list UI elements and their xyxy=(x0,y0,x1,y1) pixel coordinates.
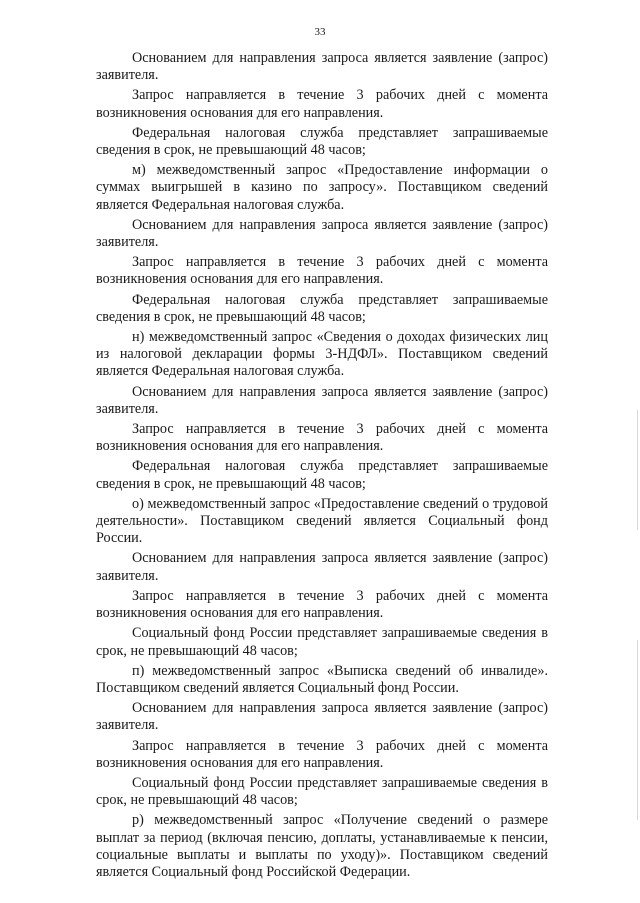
paragraph-basis: Основанием для направления запроса является заявление (запрос) заявителя. xyxy=(96,216,548,251)
paragraph-deadline: Запрос направляется в течение 3 рабочих дней с момента возникновения основания для его направления. xyxy=(96,87,548,121)
paragraph-basis: Основанием для направления запроса является заявление (запрос) заявителя. xyxy=(96,700,548,734)
paragraph-response-term: Федеральная налоговая служба представляет запрашиваемые сведения в срок, не превышающий 48 часов; xyxy=(96,291,548,325)
paragraph-deadline: Запрос направляется в течение 3 рабочих дней с момента возникновения основания для его направления. xyxy=(96,421,548,455)
paragraph-response-term: Федеральная налоговая служба представляет запрашиваемые сведения в срок, не превышающий 48 часов; xyxy=(96,458,548,492)
paragraph-basis: Основанием для направления запроса является заявление (запрос) заявителя. xyxy=(96,383,548,417)
paragraph-deadline: Запрос направляется в течение 3 рабочих дней с момента возникновения основания для его направления. xyxy=(96,737,548,771)
scan-edge-mark xyxy=(637,410,638,530)
paragraph-request-p: п) межведомственный запрос «Выписка сведений об инвалиде». Поставщиком сведений является Социальный фонд России. xyxy=(96,662,548,696)
paragraph-deadline: Запрос направляется в течение 3 рабочих дней с момента возникновения основания для его направления. xyxy=(96,587,548,622)
paragraph-deadline: Запрос направляется в течение 3 рабочих дней с момента возникновения основания для его направления. xyxy=(96,254,548,288)
paragraph-basis: Основанием для направления запроса является заявление (запрос) заявителя. xyxy=(96,50,548,84)
paragraph-basis: Основанием для направления запроса является заявление (запрос) заявителя. xyxy=(96,550,548,584)
paragraph-response-term: Социальный фонд России представляет запрашиваемые сведения в срок, не превышающий 48 часов; xyxy=(96,625,548,659)
paragraph-request-o: о) межведомственный запрос «Предоставление сведений о трудовой деятельности». Поставщиком сведений является Социальный фонд России. xyxy=(96,495,548,547)
page-number: 33 xyxy=(314,26,326,38)
paragraph-request-n: н) межведомственный запрос «Сведения о доходах физических лиц из налоговой декларации формы 3-НДФЛ». Поставщиком сведений является Федеральная налоговая служба. xyxy=(96,329,548,380)
document-body xyxy=(96,50,548,881)
paragraph-request-m: м) межведомственный запрос «Предоставление информации о суммах выигрышей в казино по запросу». Поставщиком сведений является Федеральная налоговая служба. xyxy=(96,162,548,213)
scan-edge-mark xyxy=(637,640,638,820)
paragraph-response-term: Социальный фонд России представляет запрашиваемые сведения в срок, не превышающий 48 часов; xyxy=(96,774,548,809)
paragraph-request-r: р) межведомственный запрос «Получение сведений о размере выплат за период (включая пенсию, доплаты, устанавливаемые к пенсии, социальные выплаты и выплаты по уходу)». Поставщиком сведений является Социальный фонд Российской Федерации. xyxy=(96,812,548,880)
paragraph-response-term: Федеральная налоговая служба представляет запрашиваемые сведения в срок, не превышающий 48 часов; xyxy=(96,124,548,159)
